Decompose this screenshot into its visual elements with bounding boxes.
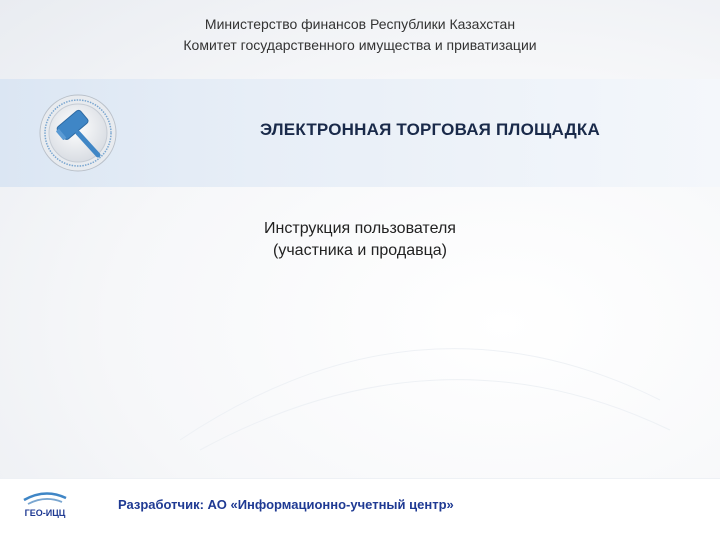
ministry-name: Министерство финансов Республики Казахстан <box>204 16 516 32</box>
subtitle-line-2: (участника и продавца) <box>273 242 447 259</box>
developer-credit: Разработчик: АО «Информационно-учетный центр» <box>118 497 454 512</box>
committee-name: Комитет государственного имущества и приватизации <box>183 37 537 53</box>
subtitle-line-1: Инструкция пользователя <box>264 220 456 237</box>
gavel-icon <box>38 93 118 173</box>
platform-title: ЭЛЕКТРОННАЯ ТОРГОВАЯ ПЛОЩАДКА <box>260 120 600 139</box>
company-logo <box>20 486 70 524</box>
company-logo-text: ГЕО-ИЦЦ <box>24 508 66 518</box>
document-subtitle <box>0 218 720 262</box>
ministry-header <box>0 14 720 56</box>
